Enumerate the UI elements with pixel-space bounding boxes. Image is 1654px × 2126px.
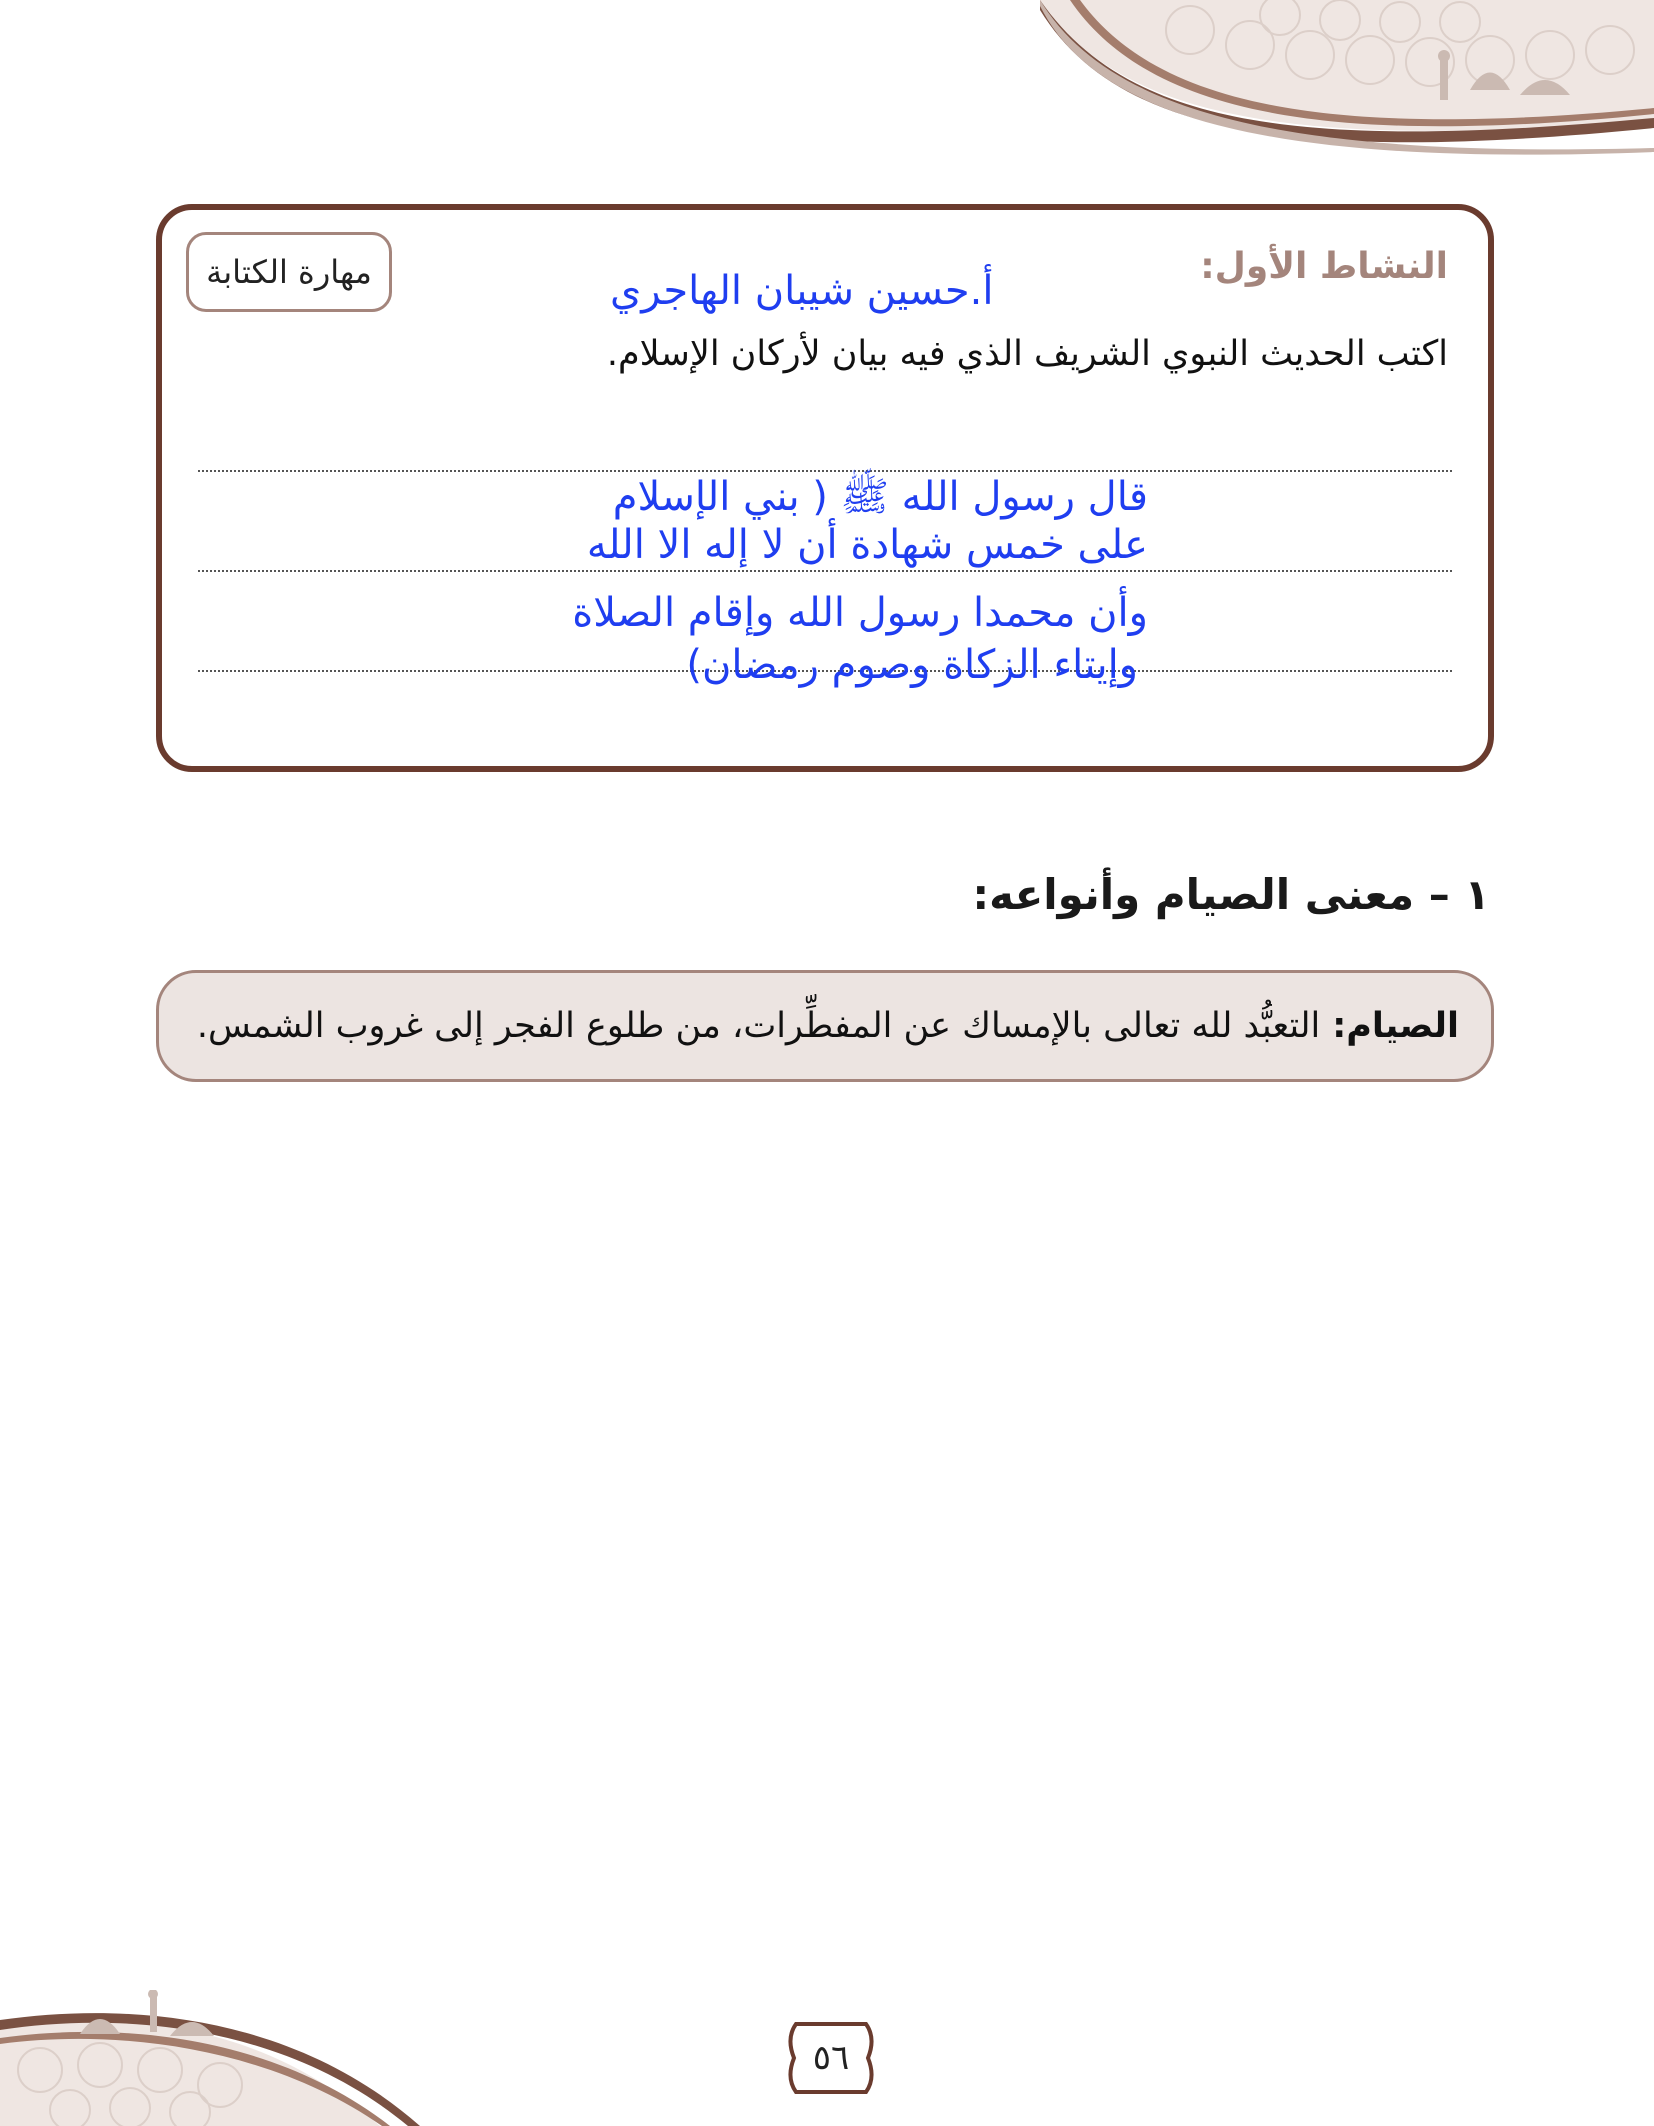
handwritten-answer-line: على خمس شهادة أن لا إله الا الله	[586, 522, 1148, 568]
definition-text: التعبُّد لله تعالى بالإمساك عن المفطِّرات، من طلوع الفجر إلى غروب الشمس.	[196, 1006, 1321, 1046]
definition-box	[156, 970, 1494, 1082]
skill-badge: مهارة الكتابة	[186, 232, 392, 312]
definition-term: الصيام:	[1332, 1006, 1459, 1046]
writing-line	[198, 570, 1452, 572]
section-heading: ١ – معنى الصيام وأنواعه:	[972, 870, 1490, 919]
page-number: ٥٦	[812, 2038, 850, 2078]
top-ornament	[1040, 0, 1654, 170]
handwritten-answer-line: قال رسول الله ﷺ ( بني الإسلام	[612, 474, 1148, 520]
bottom-ornament	[0, 1990, 460, 2126]
page-number-frame	[776, 2020, 886, 2096]
handwritten-answer-line: وإيتاء الزكاة وصوم رمضان)	[686, 642, 1138, 688]
activity-title: النشاط الأول:	[1200, 246, 1448, 287]
author-name: أ.حسين شيبان الهاجري	[610, 268, 994, 314]
activity-instruction: اكتب الحديث النبوي الشريف الذي فيه بيان لأركان الإسلام.	[606, 334, 1448, 374]
handwritten-answer-line: وأن محمدا رسول الله وإقام الصلاة	[572, 590, 1148, 636]
activity-box	[156, 204, 1494, 772]
